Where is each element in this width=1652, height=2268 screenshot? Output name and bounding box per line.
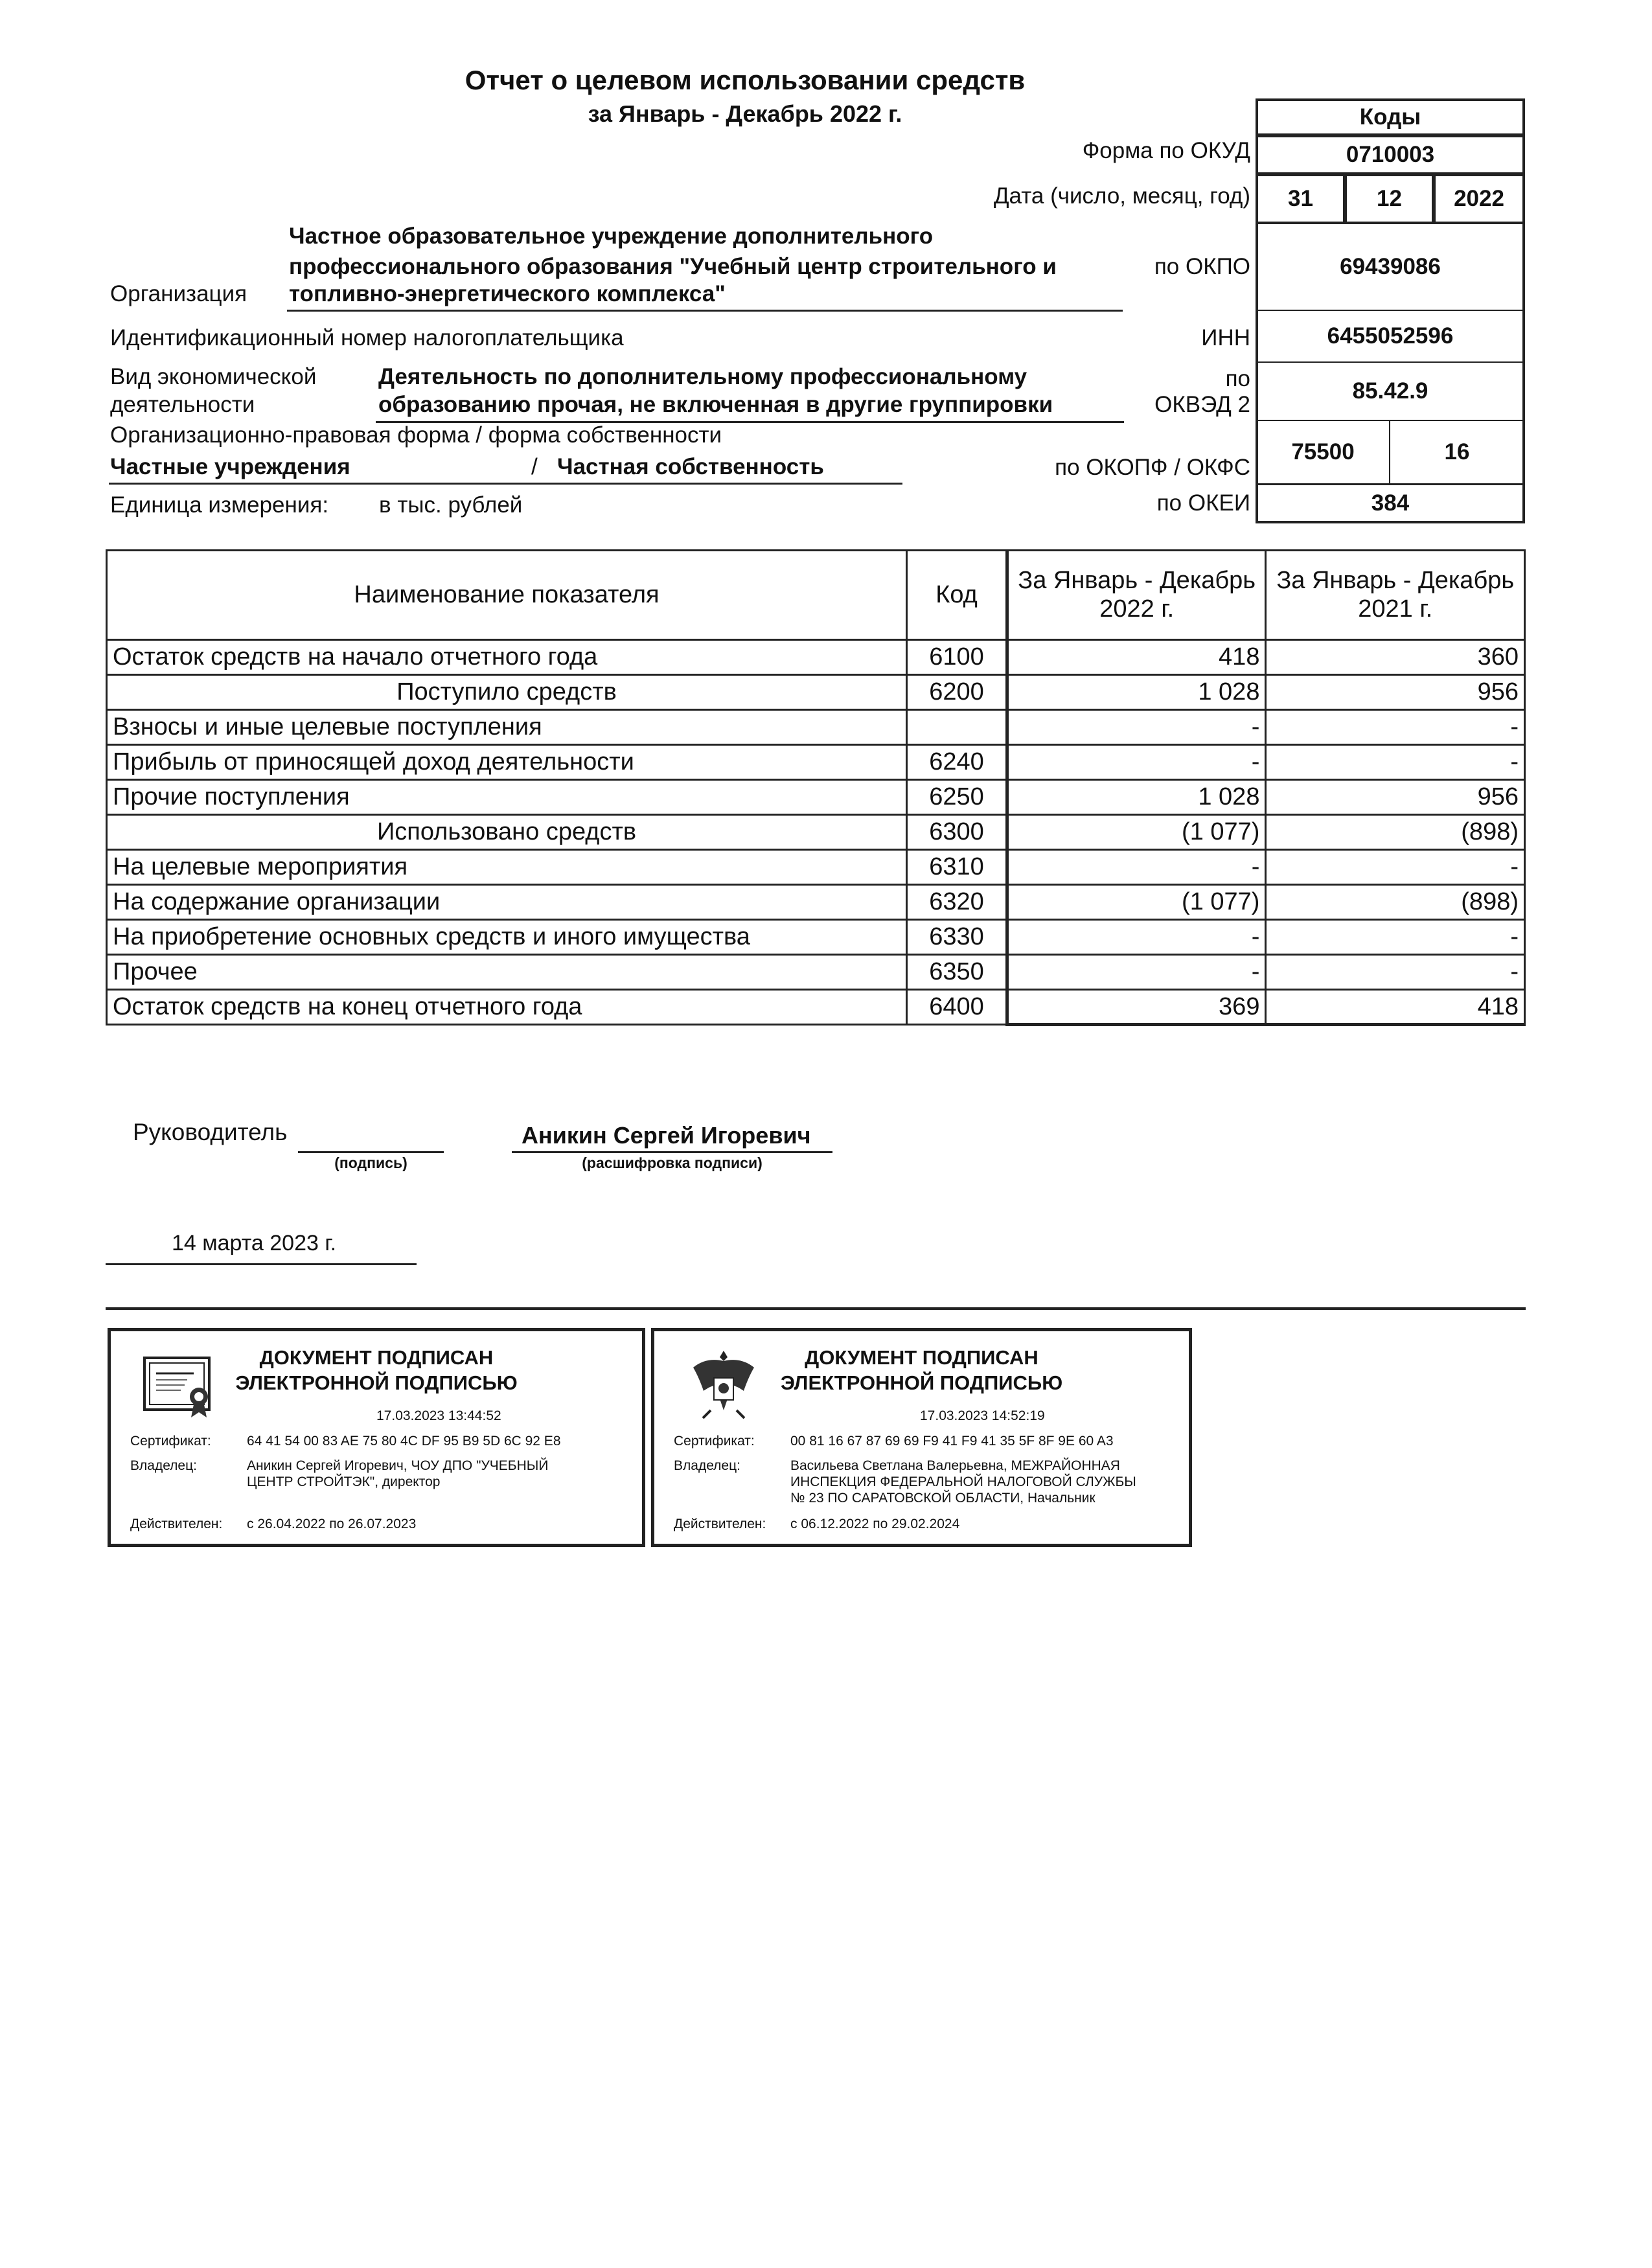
date-label: Дата (число, месяц, год) [993,183,1250,209]
row-previous-value: - [1266,955,1525,990]
stamp1-valid: с 26.04.2022 по 26.07.2023 [247,1517,417,1531]
okved-value: 85.42.9 [1256,361,1525,421]
stamp1-valid-label: Действителен: [130,1517,223,1531]
stamp2-valid-label: Действителен: [674,1517,766,1531]
stamp1-cert: 64 41 54 00 83 AE 75 80 4C DF 95 B9 5D 6C 92 E8 [247,1434,561,1449]
row-current-value: - [1007,850,1266,885]
decode-caption: (расшифровка подписи) [582,1154,763,1171]
row-current-value: 1 028 [1007,780,1266,815]
row-previous-value: (898) [1266,815,1525,850]
header-name: Наименование показателя [107,551,907,640]
okpo-value: 69439086 [1256,223,1525,311]
row-code: 6350 [907,955,1007,990]
activity-line-2: образованию прочая, не включенная в другие группировки [378,392,1053,417]
row-name: Использовано средств [107,815,907,850]
row-previous-value: (898) [1266,885,1525,920]
stamp2-datetime: 17.03.2023 14:52:19 [920,1408,1045,1423]
row-name: Поступило средств [107,675,907,710]
inn-label: Идентификационный номер налогоплательщика [110,325,624,350]
row-previous-value: 360 [1266,640,1525,675]
row-name: Прибыль от приносящей доход деятельности [107,745,907,780]
inn-code-label: ИНН [1201,325,1250,350]
row-previous-value: - [1266,920,1525,955]
report-period: за Январь - Декабрь 2022 г. [588,100,902,127]
okopf-value: 75500 [1256,420,1390,485]
stamp2-owner-2: ИНСПЕКЦИЯ ФЕДЕРАЛЬНОЙ НАЛОГОВОЙ СЛУЖБЫ [790,1474,1136,1489]
date-year: 2022 [1433,174,1525,224]
stamp2-title-1: ДОКУМЕНТ ПОДПИСАН [805,1346,1038,1369]
okud-label: Форма по ОКУД [1082,138,1250,163]
row-current-value: - [1007,710,1266,745]
table-row [107,920,1525,955]
stamp2-valid: с 06.12.2022 по 29.02.2024 [790,1517,960,1531]
table-row [107,675,1525,710]
table-row [107,780,1525,815]
unit-value: в тыс. рублей [379,492,523,518]
row-current-value: (1 077) [1007,815,1266,850]
okei-value: 384 [1256,483,1525,523]
e-signature-stamp-director [108,1328,645,1547]
activity-label-2: деятельности [110,392,255,417]
okfs-value: 16 [1389,420,1525,485]
date-month: 12 [1344,174,1434,224]
stamp2-title-2: ЭЛЕКТРОННОЙ ПОДПИСЬЮ [780,1371,1063,1394]
table-row [107,955,1525,990]
signature-caption: (подпись) [334,1154,407,1171]
legal-form-value: Частные учреждения [110,454,350,479]
codes-header: Коды [1256,98,1525,136]
inn-value: 6455052596 [1256,310,1525,363]
row-name: На целевые мероприятия [107,850,907,885]
stamp1-owner-2: ЦЕНТР СТРОЙТЭК", директор [247,1474,441,1489]
row-current-value: 1 028 [1007,675,1266,710]
stamp1-cert-label: Сертификат: [130,1434,211,1449]
row-name: Прочие поступления [107,780,907,815]
header-current-period: За Январь - Декабрь 2022 г. [1007,551,1266,640]
org-name-line-2: профессионального образования "Учебный центр строительного и [289,254,1057,279]
row-code: 6330 [907,920,1007,955]
row-previous-value: 956 [1266,675,1525,710]
row-current-value: - [1007,745,1266,780]
table-row [107,885,1525,920]
stamp2-cert-label: Сертификат: [674,1434,755,1449]
row-code: 6400 [907,990,1007,1025]
row-code: 6100 [907,640,1007,675]
org-name-line-1: Частное образовательное учреждение дополнительного [289,223,934,249]
table-row [107,815,1525,850]
row-name: На приобретение основных средств и иного имущества [107,920,907,955]
header-code: Код [907,551,1007,640]
stamp1-title-2: ЭЛЕКТРОННОЙ ПОДПИСЬЮ [235,1371,518,1394]
stamp2-owner-3: № 23 ПО САРАТОВСКОЙ ОБЛАСТИ, Начальник [790,1491,1096,1506]
stamp1-title-1: ДОКУМЕНТ ПОДПИСАН [259,1346,494,1369]
signatory-name: Аникин Сергей Игоревич [522,1122,811,1149]
org-name-line-3: топливно-энергетического комплекса" [289,281,726,306]
unit-label: Единица измерения: [110,492,329,518]
legal-form-label: Организационно-правовая форма / форма собственности [110,422,722,448]
row-name: На содержание организации [107,885,907,920]
row-previous-value: 418 [1266,990,1525,1025]
stamp1-datetime: 17.03.2023 13:44:52 [376,1408,501,1423]
org-label: Организация [110,281,247,306]
e-signature-stamp-tax-office [651,1328,1192,1547]
activity-line-1: Деятельность по дополнительному профессиональному [378,364,1027,389]
row-code: 6310 [907,850,1007,885]
table-row [107,990,1525,1025]
row-current-value: (1 077) [1007,885,1266,920]
stamp2-owner-label: Владелец: [674,1458,740,1473]
row-current-value: - [1007,920,1266,955]
table-row [107,745,1525,780]
row-previous-value: - [1266,745,1525,780]
table-row [107,850,1525,885]
stamp1-owner-1: Аникин Сергей Игоревич, ЧОУ ДПО "УЧЕБНЫЙ [247,1458,549,1473]
signature-date: 14 марта 2023 г. [172,1231,337,1255]
okud-value: 0710003 [1256,135,1525,175]
activity-label-1: Вид экономической [110,364,317,389]
row-name: Остаток средств на конец отчетного года [107,990,907,1025]
row-previous-value: - [1266,850,1525,885]
header-previous-period: За Январь - Декабрь 2021 г. [1266,551,1525,640]
signature-role: Руководитель [133,1119,288,1145]
row-current-value: 418 [1007,640,1266,675]
row-code: 6250 [907,780,1007,815]
table-row [107,640,1525,675]
stamp2-owner-1: Васильева Светлана Валерьевна, МЕЖРАЙОННАЯ [790,1458,1120,1473]
row-code: 6300 [907,815,1007,850]
date-day: 31 [1256,174,1346,224]
row-name: Взносы и иные целевые поступления [107,710,907,745]
row-current-value: - [1007,955,1266,990]
report-title: Отчет о целевом использовании средств [465,65,1026,95]
row-name: Прочее [107,955,907,990]
row-code: 6320 [907,885,1007,920]
row-previous-value: 956 [1266,780,1525,815]
row-code: 6240 [907,745,1007,780]
stamp1-owner-label: Владелец: [130,1458,197,1473]
ownership-value: Частная собственность [557,454,824,479]
okpo-label: по ОКПО [1154,254,1250,279]
table-header-row [107,551,1525,640]
table-row [107,710,1525,745]
row-code [907,710,1007,745]
row-name: Остаток средств на начало отчетного года [107,640,907,675]
row-code: 6200 [907,675,1007,710]
okei-label: по ОКЕИ [1156,490,1250,516]
legal-form-separator: / [531,454,538,479]
okved-label-2: ОКВЭД 2 [1154,392,1250,417]
row-current-value: 369 [1007,990,1266,1025]
okopf-label: по ОКОПФ / ОКФС [1055,455,1250,480]
okved-label-1: по [1225,366,1250,391]
stamp2-cert: 00 81 16 67 87 69 69 F9 41 F9 41 35 5F 8F 9E 60 A3 [790,1434,1114,1449]
row-previous-value: - [1266,710,1525,745]
funds-table [106,549,1526,1026]
